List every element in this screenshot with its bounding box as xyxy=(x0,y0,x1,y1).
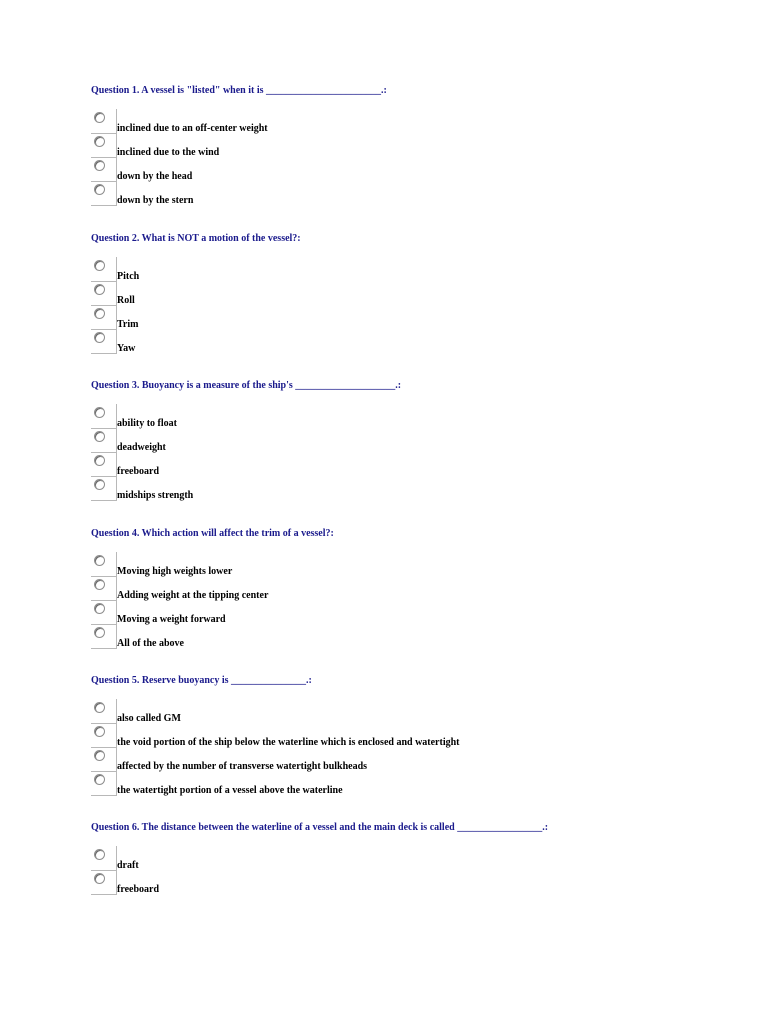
option-label: down by the stern xyxy=(117,195,194,206)
option-label: freeboard xyxy=(117,466,160,477)
answer-option[interactable] xyxy=(91,109,731,133)
radio-button[interactable] xyxy=(94,579,105,590)
answer-option[interactable] xyxy=(91,723,731,747)
answer-option[interactable] xyxy=(91,329,731,353)
option-label: freeboard xyxy=(117,884,160,895)
option-label: down by the head xyxy=(117,171,193,182)
question-title: Question 6. The distance between the waterline of a vessel and the main deck is called _________________.: xyxy=(91,822,549,833)
radio-cell xyxy=(91,157,117,182)
radio-cell xyxy=(91,476,117,501)
radio-button[interactable] xyxy=(94,455,105,466)
radio-cell xyxy=(91,281,117,306)
option-label: the void portion of the ship below the waterline which is enclosed and watertight xyxy=(117,737,460,748)
radio-button[interactable] xyxy=(94,136,105,147)
radio-button[interactable] xyxy=(94,479,105,490)
radio-cell xyxy=(91,305,117,330)
radio-button[interactable] xyxy=(94,603,105,614)
option-label: Pitch xyxy=(117,271,140,282)
radio-cell xyxy=(91,181,117,206)
radio-button[interactable] xyxy=(94,184,105,195)
answer-option[interactable] xyxy=(91,699,731,723)
option-label: also called GM xyxy=(117,713,181,724)
question-title: Question 2. What is NOT a motion of the vessel?: xyxy=(91,233,301,244)
radio-cell xyxy=(91,404,117,429)
radio-button[interactable] xyxy=(94,284,105,295)
answer-option[interactable] xyxy=(91,747,731,771)
radio-button[interactable] xyxy=(94,112,105,123)
option-label: draft xyxy=(117,860,139,871)
answer-option[interactable] xyxy=(91,870,731,894)
radio-button[interactable] xyxy=(94,774,105,785)
option-label: ability to float xyxy=(117,418,177,429)
answer-option[interactable] xyxy=(91,305,731,329)
option-label: All of the above xyxy=(117,638,184,649)
radio-cell xyxy=(91,699,117,724)
option-label: Moving high weights lower xyxy=(117,566,233,577)
radio-cell xyxy=(91,133,117,158)
answer-option[interactable] xyxy=(91,281,731,305)
answer-option[interactable] xyxy=(91,476,731,500)
radio-button[interactable] xyxy=(94,627,105,638)
option-label: inclined due to the wind xyxy=(117,147,220,158)
answer-option[interactable] xyxy=(91,181,731,205)
radio-cell xyxy=(91,846,117,871)
radio-cell xyxy=(91,870,117,895)
answer-option[interactable] xyxy=(91,404,731,428)
answer-option[interactable] xyxy=(91,452,731,476)
option-label: midships strength xyxy=(117,490,194,501)
answer-option[interactable] xyxy=(91,576,731,600)
option-label: the watertight portion of a vessel above the waterline xyxy=(117,785,343,796)
radio-cell xyxy=(91,723,117,748)
option-label: affected by the number of transverse watertight bulkheads xyxy=(117,761,368,772)
option-label: Trim xyxy=(117,319,139,330)
question-title: Question 4. Which action will affect the trim of a vessel?: xyxy=(91,528,334,539)
radio-cell xyxy=(91,552,117,577)
option-label: Moving a weight forward xyxy=(117,614,226,625)
answer-option[interactable] xyxy=(91,846,731,870)
radio-button[interactable] xyxy=(94,849,105,860)
radio-cell xyxy=(91,771,117,796)
option-label: Roll xyxy=(117,295,135,306)
answer-option[interactable] xyxy=(91,257,731,281)
radio-button[interactable] xyxy=(94,726,105,737)
option-label: Yaw xyxy=(117,343,136,354)
option-label: deadweight xyxy=(117,442,166,453)
answer-option[interactable] xyxy=(91,552,731,576)
radio-button[interactable] xyxy=(94,407,105,418)
radio-cell xyxy=(91,624,117,649)
answer-option[interactable] xyxy=(91,133,731,157)
radio-button[interactable] xyxy=(94,260,105,271)
answer-option[interactable] xyxy=(91,600,731,624)
radio-button[interactable] xyxy=(94,160,105,171)
radio-cell xyxy=(91,747,117,772)
option-label: inclined due to an off-center weight xyxy=(117,123,268,134)
answer-option[interactable] xyxy=(91,157,731,181)
radio-button[interactable] xyxy=(94,431,105,442)
radio-button[interactable] xyxy=(94,555,105,566)
radio-cell xyxy=(91,600,117,625)
answer-option[interactable] xyxy=(91,428,731,452)
radio-cell xyxy=(91,428,117,453)
radio-button[interactable] xyxy=(94,332,105,343)
radio-button[interactable] xyxy=(94,308,105,319)
radio-cell xyxy=(91,452,117,477)
answer-option[interactable] xyxy=(91,624,731,648)
question-title: Question 5. Reserve buoyancy is _______________.: xyxy=(91,675,312,686)
radio-cell xyxy=(91,576,117,601)
radio-button[interactable] xyxy=(94,702,105,713)
radio-button[interactable] xyxy=(94,873,105,884)
radio-cell xyxy=(91,257,117,282)
answer-option[interactable] xyxy=(91,771,731,795)
radio-cell xyxy=(91,109,117,134)
question-title: Question 1. A vessel is "listed" when it is _______________________.: xyxy=(91,85,387,96)
radio-button[interactable] xyxy=(94,750,105,761)
question-title: Question 3. Buoyancy is a measure of the ship's ____________________.: xyxy=(91,380,402,391)
radio-cell xyxy=(91,329,117,354)
option-label: Adding weight at the tipping center xyxy=(117,590,269,601)
